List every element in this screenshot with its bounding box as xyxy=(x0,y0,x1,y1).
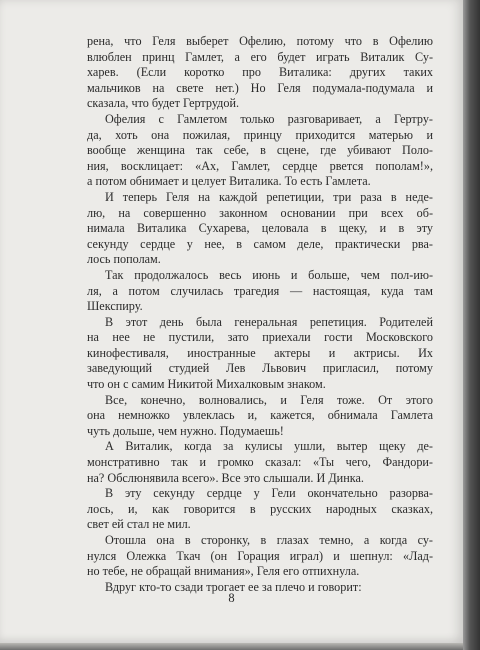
text-line: на нее не пустили, зато приехали гости Московского xyxy=(87,330,433,345)
text-line: ния, восклицает: «Ах, Гамлет, сердце рвется пополам!», xyxy=(87,158,433,173)
text-line: В этот день была генеральная репетиция. Родителей xyxy=(105,314,433,329)
text-line: нимала Виталика Сухарева, целовала в щеку, и в эту xyxy=(87,221,433,236)
text-line: Все, конечно, волновались, и Геля тоже. От этого xyxy=(105,392,433,407)
text-line: свет ей стал не мил. xyxy=(87,517,191,532)
text-line: но тебе, не обращай внимания», Геля его отпихнула. xyxy=(87,564,360,579)
page-number: 8 xyxy=(228,591,235,605)
text-line: И теперь Геля на каждой репетиции, три раза в неде- xyxy=(105,189,433,204)
paragraph xyxy=(87,112,433,190)
book-spine-edge xyxy=(463,0,480,650)
text-line: монстративно так и громко сказал: «Ты чего, Фандори- xyxy=(87,455,433,470)
text-line: влюблен принц Гамлет, а его будет играть Виталик Су- xyxy=(87,49,433,64)
paragraph xyxy=(87,268,433,315)
paragraph xyxy=(87,315,433,393)
text-line: Вдруг кто-то сзади трогает ее за плечо и говорит: xyxy=(105,579,362,594)
text-line: а потом обнимает и целует Виталика. То есть Гамлета. xyxy=(87,174,371,189)
text-line: лось, и, как говорится в русских народных сказках, xyxy=(87,501,433,516)
text-line: что он с самим Никитой Михалковым знаком. xyxy=(87,377,326,392)
text-line: Шекспиру. xyxy=(87,299,143,314)
text-line: Отошла она в сторонку, в глазах темно, а когда су- xyxy=(105,533,433,547)
paragraph xyxy=(87,486,433,533)
text-line: А Виталик, когда за кулисы ушли, вытер щеку де- xyxy=(105,439,433,454)
text-line: лось пополам. xyxy=(87,252,161,267)
text-line: рена, что Геля выберет Офелию, потому что в Офелию xyxy=(87,34,433,48)
text-line: ля, а потом случилась трагедия — настоящая, куда там xyxy=(87,283,433,298)
text-line: вообще женщина так себе, в сцене, где убивают Поло- xyxy=(87,143,433,158)
body-text xyxy=(87,34,433,595)
paragraph xyxy=(87,439,433,486)
paragraph xyxy=(87,393,433,440)
text-line: чуть дольше, чем нужно. Подумаешь! xyxy=(87,423,284,438)
paragraph xyxy=(87,190,433,268)
paragraph xyxy=(87,34,433,112)
text-line: В эту секунду сердце у Гели окончательно разорва- xyxy=(105,486,433,501)
text-line: заведующий студией Лев Львович пригласил, потому xyxy=(87,361,433,376)
text-line: на? Обслюнявила всего». Все это слышали. И Динка. xyxy=(87,470,364,485)
text-line: да, хоть она пожилая, принцу приходится матерью и xyxy=(87,127,433,142)
text-line: Так продолжалось весь июнь и больше, чем пол-ию- xyxy=(105,267,433,282)
text-line: Офелия с Гамлетом только разговаривает, а Гертру- xyxy=(105,111,433,126)
text-line: харев. (Если коротко про Виталика: других таких xyxy=(87,65,433,80)
paragraph xyxy=(87,533,433,580)
text-line: секунду сердце у нее, в самом деле, практически рва- xyxy=(87,236,433,251)
text-line: сказала, что будет Гертрудой. xyxy=(87,96,240,111)
text-line: кинофестиваля, иностранные актеры и актрисы. Их xyxy=(87,345,433,360)
text-line: лю, на совершенно законном основании при всех об- xyxy=(87,205,433,220)
page-bottom-edge xyxy=(0,643,463,650)
text-line: мальчиков на свете нет.) Но Геля подумала-подумала и xyxy=(87,80,433,95)
text-line: она немножко увлеклась и, кажется, обнимала Гамлета xyxy=(87,408,433,423)
text-line: нулся Олежка Ткач (он Горация играл) и шепнул: «Лад- xyxy=(87,548,433,563)
